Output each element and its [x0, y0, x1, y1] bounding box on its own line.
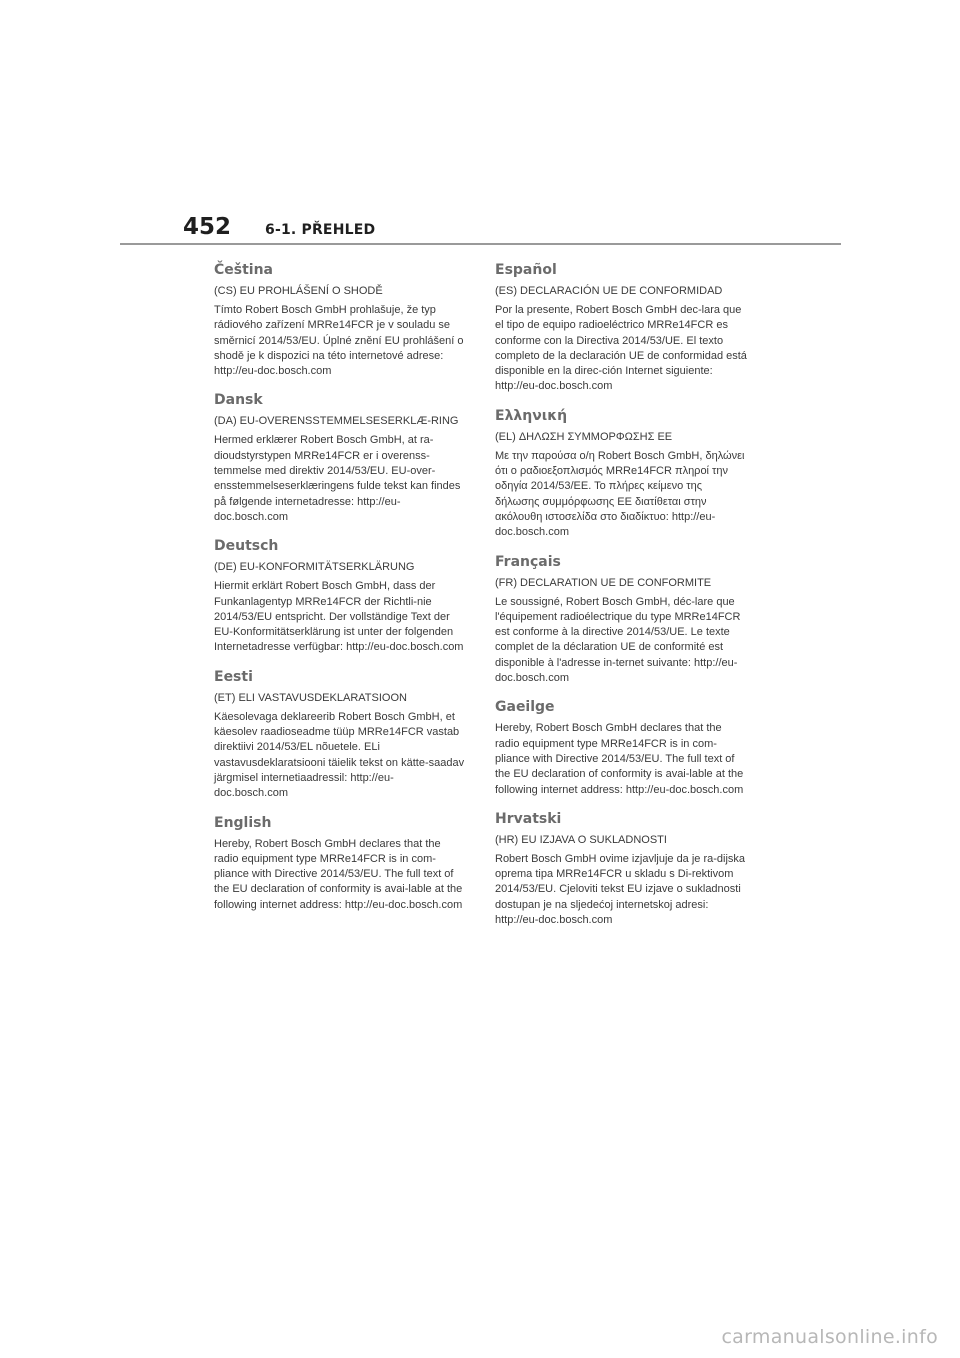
section-francais	[495, 554, 748, 687]
section-title: Ελληνική	[495, 407, 568, 424]
section-subtitle: (DE) EU-KONFORMITÄTSERKLÄRUNG	[214, 561, 415, 574]
section-body: Hereby, Robert Bosch GmbH declares that the radio equipment type MRRe14FCR is in com-pliance with Directive 2014/53/EU. The full text of the EU declaration of conformity is avai-lable at the following internet address: http://eu-doc.bosch.com	[495, 722, 744, 796]
section-espanol	[495, 262, 748, 395]
section-body: Por la presente, Robert Bosch GmbH dec-lara que el tipo de equipo radioeléctrico MRRe14FCR es conforme con la Directiva 2014/53/UE. El texto completo de la declaración UE de conformidad está disponible en la direc-ción Internet siguiente: http://eu-doc.bosch.com	[495, 304, 747, 393]
section-body: Με την παρούσα ο/η Robert Bosch GmbH, δηλώνει ότι ο ραδιοεξοπλισμός MRRe14FCR πληροί την οδηγία 2014/53/ΕΕ. Το πλήρες κείμενο της δήλωσης συμμόρφωσης ΕΕ διατίθεται στην ακόλουθη ιστοσελίδα στο διαδίκτυο: http://eu-doc.bosch.com	[495, 449, 745, 539]
watermark: carmanualsonline.info	[721, 1326, 938, 1348]
section-title: Dansk	[214, 392, 263, 409]
section-title: Čeština	[214, 262, 274, 278]
right-column	[495, 262, 748, 941]
section-gaeilge	[495, 699, 748, 797]
section-hrvatski	[495, 811, 748, 928]
section-body: Tímto Robert Bosch GmbH prohlašuje, že typ rádiového zařízení MRRe14FCR je v souladu se směrnicí 2014/53/EU. Úplné znění EU prohlášení o shodě je k dispozici na této internetové adrese: http://eu-doc.bosch.com	[214, 304, 464, 378]
section-cestina	[214, 262, 467, 379]
section-subtitle: (DA) EU-OVERENSSTEMMELSESERKLÆ-RING	[214, 415, 459, 428]
header-divider	[120, 243, 841, 245]
section-ellinika	[495, 408, 748, 541]
left-column	[214, 262, 467, 926]
section-title: Eesti	[214, 668, 253, 685]
section-body: Hiermit erklärt Robert Bosch GmbH, dass der Funkanlagentyp MRRe14FCR der Richtli-nie 2014/53/EU entspricht. Der vollständige Text der EU-Konformitätserklärung ist unter der folgenden Internetadresse verfügbar: http://eu-doc.bosch.com	[214, 580, 464, 654]
section-subtitle: (HR) EU IZJAVA O SUKLADNOSTI	[495, 833, 667, 846]
section-title: Hrvatski	[495, 810, 562, 827]
section-deutsch	[214, 538, 467, 655]
section-title: English	[214, 814, 272, 831]
section-title: Deutsch	[214, 538, 279, 555]
section-dansk	[214, 392, 467, 525]
section-body: Hermed erklærer Robert Bosch GmbH, at ra-dioudstyrstypen MRRe14FCR er i overenss-temmelse med direktiv 2014/53/EU. EU-over-ensstemmelseserklæringens fulde tekst kan findes på følgende internetadresse: http://eu-doc.bosch.com	[214, 434, 461, 523]
page-header	[183, 214, 375, 240]
chapter-title: 6-1. PŘEHLED	[265, 222, 376, 238]
section-subtitle: (ES) DECLARACIÓN UE DE CONFORMIDAD	[495, 285, 723, 297]
section-body: Robert Bosch GmbH ovime izjavljuje da je ra-dijska oprema tipa MRRe14FCR u skladu s Di-rektivom 2014/53/EU. Cjeloviti tekst EU izjave o sukladnosti dostupan je na sljedećoj internetskoj adresi: http://eu-doc.bosch.com	[495, 852, 746, 927]
section-subtitle: (CS) EU PROHLÁŠENÍ O SHODĚ	[214, 285, 383, 297]
section-subtitle: (ET) ELI VASTAVUSDEKLARATSIOON	[214, 691, 407, 704]
section-body: Hereby, Robert Bosch GmbH declares that the radio equipment type MRRe14FCR is in com-pliance with Directive 2014/53/EU. The full text of the EU declaration of conformity is avai-lable at the following internet address: http://eu-doc.bosch.com	[214, 837, 463, 911]
section-subtitle: (EL) ΔΗΛΩΣΗ ΣΥΜΜΟΡΦΩΣΗΣ ΕΕ	[495, 430, 673, 443]
section-subtitle: (FR) DECLARATION UE DE CONFORMITE	[495, 576, 712, 589]
page-number: 452	[183, 214, 232, 240]
section-body: Käesolevaga deklareerib Robert Bosch GmbH, et käesolev raadioseadme tüüp MRRe14FCR vastab direktiivi 2014/53/EL nõuetele. ELi vastavusdeklaratsiooni täielik tekst on kätte-saadav järgmisel internetiaadressil: http://eu-doc.bosch.com	[214, 710, 465, 800]
section-title: Español	[495, 262, 557, 278]
section-title: Gaeilge	[495, 699, 555, 716]
section-eesti	[214, 669, 467, 802]
section-title: Français	[495, 553, 561, 570]
section-body: Le soussigné, Robert Bosch GmbH, déc-lare que l'équipement radioélectrique du type MRRe14FCR est conforme à la directive 2014/53/UE. Le texte complet de la déclaration UE de conformité est disponible à l'adresse in-ternet suivante: http://eu-doc.bosch.com	[495, 595, 741, 685]
section-english	[214, 815, 467, 913]
